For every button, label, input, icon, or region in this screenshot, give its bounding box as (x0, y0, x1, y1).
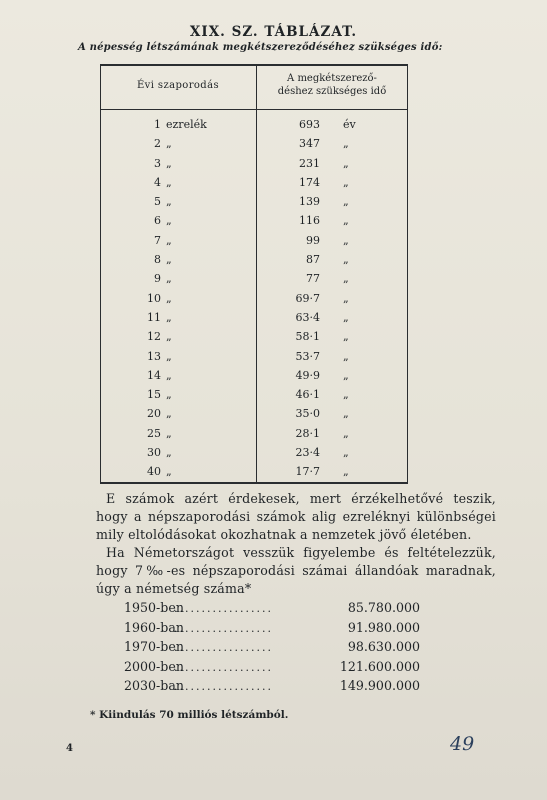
growth-unit: „ (166, 272, 172, 286)
doubling-years: 35·0 (295, 407, 320, 421)
doubling-years: 46·1 (295, 388, 320, 402)
table-row (100, 407, 408, 426)
growth-unit: „ (166, 137, 172, 151)
growth-rate: 2 (154, 137, 161, 151)
growth-rate: 9 (154, 272, 161, 286)
growth-rate: 13 (147, 349, 161, 363)
growth-unit: „ (166, 330, 172, 344)
doubling-unit: „ (343, 272, 349, 286)
doubling-years: 77 (306, 272, 320, 286)
growth-unit: „ (166, 388, 172, 402)
projection-row (124, 639, 464, 659)
growth-unit: „ (166, 349, 172, 363)
doubling-years: 23·4 (295, 446, 320, 460)
doubling-years: 139 (299, 195, 320, 209)
projection-row (124, 620, 464, 640)
doubling-unit: „ (343, 426, 349, 440)
doubling-years: 174 (299, 175, 320, 189)
table-row (100, 118, 408, 137)
growth-rate: 8 (154, 253, 161, 267)
growth-rate: 12 (147, 330, 161, 344)
table-row (100, 214, 408, 233)
projection-value: 121.600.000 (339, 658, 420, 674)
table-row (100, 176, 408, 195)
growth-unit: ezrelék (166, 118, 207, 131)
doubling-unit: „ (343, 233, 349, 247)
growth-rate: 7 (154, 233, 161, 247)
growth-rate: 5 (154, 195, 161, 209)
projection-year: 2000-ben (124, 658, 184, 674)
doubling-unit: év (343, 118, 356, 131)
doubling-years: 17·7 (295, 465, 320, 479)
growth-rate: 40 (147, 465, 161, 479)
table-row (100, 465, 408, 484)
paragraph-germany: Ha Németországot vesszük figyelembe és feltételezzük, hogy 7‰-es népszaporodási számai állandóak maradnak, úgy a németség száma* (96, 545, 496, 596)
doubling-years: 49·9 (295, 368, 320, 382)
growth-unit: „ (166, 368, 172, 382)
paragraph-explanation: E számok azért érdekesek, mert érzékelhetővé teszik, hogy a népszaporodási számok alig ezreléknyi különbségei mily eltolódásokat okozhatnak a nemzetek jövő életében. (96, 491, 496, 542)
doubling-years: 58·1 (295, 330, 320, 344)
growth-unit: „ (166, 426, 172, 440)
leader-dots: .................. (174, 621, 273, 635)
page-number: 49 (450, 733, 475, 755)
footnote: * Kiindulás 70 milliós létszámból. (90, 709, 289, 721)
column-header-doubling-line1: A megkétszerező- (287, 73, 377, 84)
doubling-unit: „ (343, 388, 349, 402)
growth-rate: 10 (147, 291, 161, 305)
doubling-years: 63·4 (295, 310, 320, 324)
doubling-unit: „ (343, 368, 349, 382)
leader-dots: .................. (174, 660, 273, 674)
doubling-unit: „ (343, 407, 349, 421)
growth-unit: „ (166, 253, 172, 267)
doubling-years: 693 (299, 118, 320, 131)
growth-rate: 30 (147, 446, 161, 460)
doubling-unit: „ (343, 446, 349, 460)
projection-row (124, 600, 464, 620)
doubling-years: 53·7 (295, 349, 320, 363)
table-row (100, 253, 408, 272)
doubling-years: 116 (299, 214, 320, 228)
growth-unit: „ (166, 195, 172, 209)
growth-rate: 20 (147, 407, 161, 421)
table-row (100, 272, 408, 291)
growth-unit: „ (166, 446, 172, 460)
doubling-unit: „ (343, 291, 349, 305)
projection-value: 149.900.000 (339, 678, 420, 693)
doubling-unit: „ (343, 175, 349, 189)
growth-rate: 3 (154, 156, 161, 170)
growth-rate: 6 (154, 214, 161, 228)
column-header-doubling-time (256, 72, 408, 98)
doubling-unit: „ (343, 310, 349, 324)
doubling-unit: „ (343, 137, 349, 151)
table-row (100, 446, 408, 465)
growth-rate: 1 (154, 118, 161, 131)
doubling-time-table (100, 64, 408, 484)
doubling-years: 99 (306, 233, 320, 247)
projection-row (124, 659, 464, 679)
doubling-unit: „ (343, 195, 349, 209)
doubling-unit: „ (343, 349, 349, 363)
table-row (100, 292, 408, 311)
doubling-years: 347 (299, 137, 320, 151)
growth-unit: „ (166, 156, 172, 170)
growth-unit: „ (166, 310, 172, 324)
table-title: XIX. SZ. TÁBLÁZAT. (189, 24, 358, 40)
growth-rate: 14 (147, 368, 161, 382)
doubling-unit: „ (343, 330, 349, 344)
leader-dots: .................. (174, 602, 273, 615)
doubling-unit: „ (343, 253, 349, 267)
growth-rate: 4 (154, 175, 161, 189)
column-header-doubling-line2: déshez szükséges idő (277, 86, 387, 97)
table-row (100, 427, 408, 446)
projection-year: 1970-ben (124, 639, 184, 654)
projection-value: 91.980.000 (347, 619, 420, 635)
table-subtitle: A népesség létszámának megkétszereződéséhez szükséges idő: (78, 42, 443, 53)
table-row (100, 234, 408, 253)
projection-year: 1950-ben (124, 600, 184, 615)
growth-unit: „ (166, 407, 172, 421)
leader-dots: .................. (174, 641, 273, 654)
doubling-years: 87 (306, 253, 320, 267)
table-row (100, 369, 408, 388)
doubling-unit: „ (343, 214, 349, 228)
projection-year: 1960-ban (124, 619, 184, 635)
projection-year: 2030-ban (124, 678, 184, 693)
table-row (100, 388, 408, 407)
table-header-rule (100, 109, 408, 110)
growth-unit: „ (166, 291, 172, 305)
doubling-years: 231 (299, 156, 320, 170)
projection-value: 85.780.000 (347, 600, 420, 615)
table-row (100, 350, 408, 369)
growth-unit: „ (166, 214, 172, 228)
table-row (100, 195, 408, 214)
growth-rate: 11 (147, 310, 161, 324)
projection-row (124, 678, 464, 698)
doubling-years: 28·1 (295, 426, 320, 440)
table-row (100, 311, 408, 330)
growth-unit: „ (166, 175, 172, 189)
projection-list (124, 600, 464, 698)
table-row (100, 157, 408, 176)
doubling-unit: „ (343, 465, 349, 479)
column-header-growth: Évi szaporodás (136, 80, 219, 91)
leader-dots: .................. (174, 680, 273, 693)
table-row (100, 330, 408, 349)
growth-unit: „ (166, 233, 172, 247)
growth-unit: „ (166, 465, 172, 479)
growth-rate: 25 (147, 426, 161, 440)
projection-value: 98.630.000 (347, 639, 420, 654)
doubling-years: 69·7 (295, 291, 320, 305)
doubling-unit: „ (343, 156, 349, 170)
growth-rate: 15 (147, 388, 161, 402)
signature-mark: 4 (66, 743, 73, 754)
table-row (100, 137, 408, 156)
table-body (100, 118, 408, 485)
